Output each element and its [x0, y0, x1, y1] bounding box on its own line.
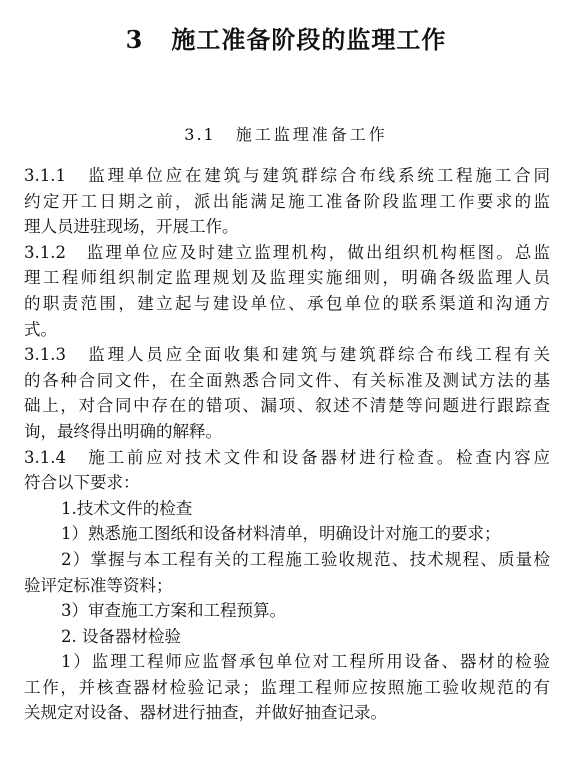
clause-3-1-2-line: 式。: [24, 319, 57, 339]
section-title-text: 施工监理准备工作: [235, 125, 388, 144]
list-item: 3）审查施工方案和工程预算。: [61, 601, 286, 621]
clause-3-1-1-line: 3.1.1 监理单位应在建筑与建筑群综合布线系统工程施工合同: [24, 166, 550, 185]
chapter-title-text: 施工准备阶段的监理工作: [171, 25, 447, 54]
section-title: [0, 122, 572, 145]
clause-3-1-4-line: 3.1.4 施工前应对技术文件和设备器材进行检查。检查内容应: [24, 447, 550, 467]
list-item: 1）监理工程师应监督承包单位对工程所用设备、器材的检验: [61, 652, 550, 672]
list-item: 工作，并核查器材检验记录；监理工程师应按照施工验收规范的有: [24, 677, 550, 697]
section-number: 3.1: [184, 125, 216, 144]
clause-3-1-4-line: 符合以下要求：: [24, 473, 140, 493]
clause-3-1-3-line: 询，最终得出明确的解释。: [24, 421, 222, 441]
clause-3-1-1-line: 理人员进驻现场，开展工作。: [24, 217, 239, 237]
list-item: 关规定对设备、器材进行抽查，并做好抽查记录。: [24, 703, 387, 723]
clause-3-1-3-line: 的各种合同文件，在全面熟悉合同文件、有关标准及测试方法的基: [24, 370, 550, 390]
clause-3-1-2-line: 3.1.2 监理单位应及时建立监理机构，做出组织机构框图。总监: [24, 242, 550, 262]
body-text: [24, 163, 550, 726]
clause-3-1-3-line: 础上，对合同中存在的错项、漏项、叙述不清楚等问题进行跟踪查: [24, 396, 550, 416]
subheading-technical-documents: 1.技术文件的检查: [61, 498, 193, 518]
chapter-title: [0, 20, 572, 55]
list-item: 2）掌握与本工程有关的工程施工验收规范、技术规程、质量检: [61, 549, 550, 569]
list-item: 1）熟悉施工图纸和设备材料清单，明确设计对施工的要求；: [61, 524, 501, 544]
list-item: 验评定标准等资料；: [24, 575, 173, 595]
clause-3-1-1-line: 约定开工日期之前，派出能满足施工准备阶段监理工作要求的监: [24, 191, 550, 211]
clause-3-1-3-line: 3.1.3 监理人员应全面收集和建筑与建筑群综合布线工程有关: [24, 345, 550, 365]
clause-3-1-2-line: 的职责范围，建立起与建设单位、承包单位的联系渠道和沟通方: [24, 293, 550, 313]
chapter-number: 3: [125, 25, 144, 54]
clause-3-1-2-line: 理工程师组织制定监理规划及监理实施细则，明确各级监理人员: [24, 268, 550, 288]
subheading-equipment-inspection: 2. 设备器材检验: [61, 626, 181, 646]
